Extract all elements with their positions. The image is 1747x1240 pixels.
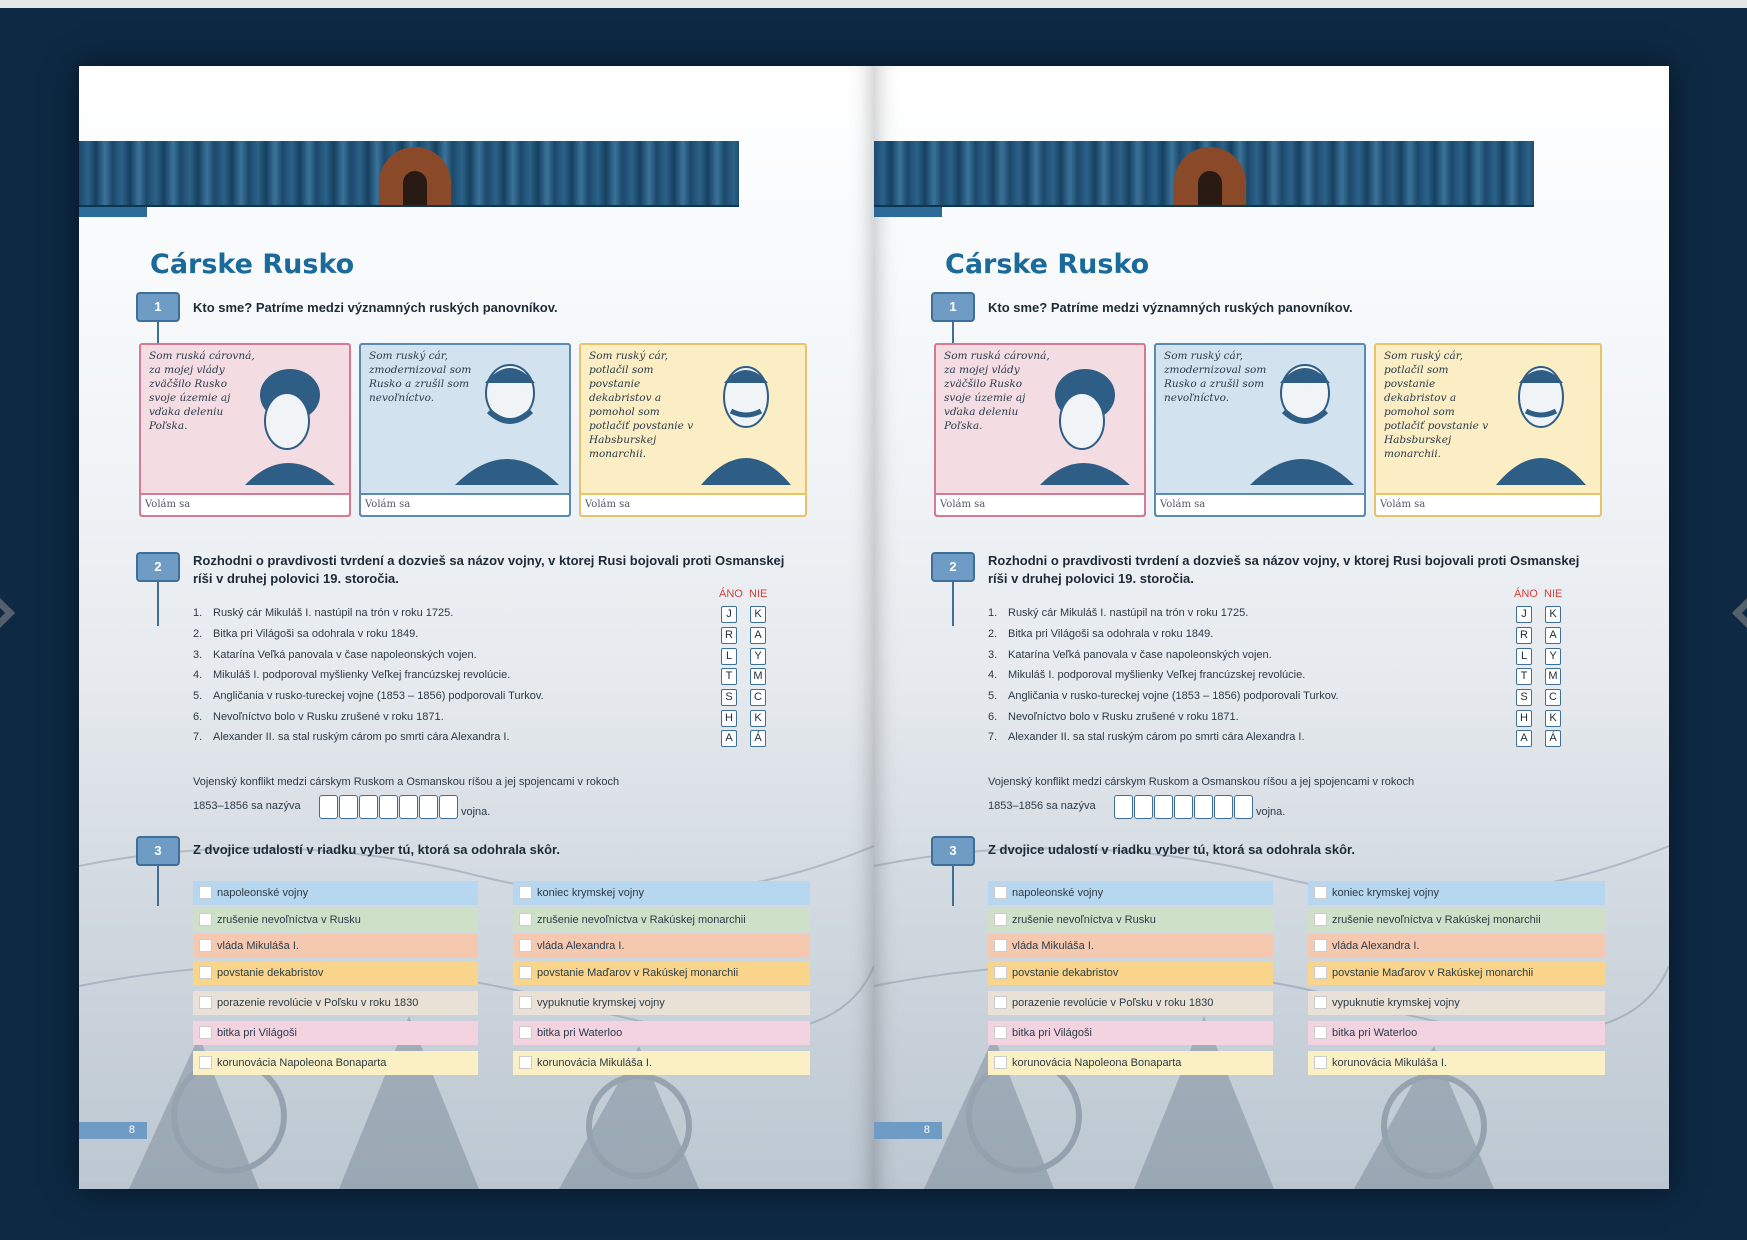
statement-row: 3. Katarína Veľká panovala v čase napoleonských vojen. — [988, 649, 1272, 661]
ruler-card-1 — [139, 343, 351, 517]
checkbox-icon[interactable] — [199, 1026, 212, 1039]
statement-row: 6. Nevoľníctvo bolo v Rusku zrušené v roku 1871. — [193, 711, 444, 723]
question-1-text: Kto sme? Patríme medzi významných ruských panovníkov. — [193, 300, 558, 315]
question-1-text: Kto sme? Patríme medzi významných ruských panovníkov. — [988, 300, 1353, 315]
ano-letter-box[interactable]: L — [1516, 648, 1532, 665]
ruler-portrait-image — [1250, 353, 1354, 485]
name-answer-field[interactable]: Volám sa — [1154, 493, 1366, 517]
book-spread — [79, 66, 1669, 1189]
war-name-letter-boxes[interactable] — [1114, 795, 1254, 819]
ano-letter-box[interactable]: T — [721, 668, 737, 685]
question-1-badge: 1 — [931, 292, 975, 322]
answer-sentence-line-1: Vojenský konflikt medzi cárskym Ruskom a Osmanskou ríšou a jej spojencami v rokoch — [988, 776, 1415, 788]
checkbox-icon[interactable] — [199, 996, 212, 1009]
event-option[interactable]: bitka pri Waterloo — [1308, 1021, 1605, 1045]
checkbox-icon[interactable] — [994, 996, 1007, 1009]
event-option[interactable]: koniec krymskej vojny — [1308, 881, 1605, 905]
ano-letter-box[interactable]: R — [1516, 627, 1532, 644]
checkbox-icon[interactable] — [994, 1026, 1007, 1039]
checkbox-icon[interactable] — [519, 996, 532, 1009]
left-page — [79, 66, 874, 1189]
chevron-left-icon — [0, 589, 15, 637]
checkbox-icon[interactable] — [519, 1026, 532, 1039]
ruler-portrait-image — [1030, 353, 1134, 485]
statement-row: 1. Ruský cár Mikuláš I. nastúpil na trón v roku 1725. — [193, 607, 454, 619]
event-option[interactable]: vláda Alexandra I. — [1308, 934, 1605, 958]
ruler-portrait-image — [455, 353, 559, 485]
question-1-line — [157, 322, 159, 344]
event-option[interactable]: zrušenie nevoľníctva v Rusku — [193, 908, 478, 932]
page-title: Cárske Rusko — [150, 249, 355, 280]
checkbox-icon[interactable] — [994, 1056, 1007, 1069]
question-3-text: Z dvojice udalostí v riadku vyber tú, ktorá sa odohrala skôr. — [988, 842, 1356, 857]
event-option[interactable]: zrušenie nevoľníctva v Rusku — [988, 908, 1273, 932]
previous-page-button[interactable] — [0, 578, 34, 668]
name-answer-field[interactable]: Volám sa — [1374, 493, 1602, 517]
nie-letter-box[interactable]: K — [750, 710, 766, 727]
nie-letter-box[interactable]: Y — [1545, 648, 1561, 665]
checkbox-icon[interactable] — [1314, 1026, 1327, 1039]
checkbox-icon[interactable] — [519, 939, 532, 952]
ano-letter-box[interactable]: A — [1516, 730, 1532, 747]
answer-sentence-line-2: 1853–1856 sa nazýva — [988, 800, 1096, 812]
question-2-text: Rozhodni o pravdivosti tvrdení a dozvieš sa názov vojny, v ktorej Rusi bojovali proti Osmanskej ríši v druhej polovici 19. storočia. — [988, 553, 1580, 586]
ano-header: ÁNO — [719, 588, 743, 600]
name-answer-field[interactable]: Volám sa — [139, 493, 351, 517]
nie-header: NIE — [749, 588, 768, 600]
nie-letter-box[interactable]: Á — [750, 730, 766, 747]
right-page — [874, 66, 1669, 1189]
checkbox-icon[interactable] — [519, 966, 532, 979]
ano-letter-box[interactable]: H — [1516, 710, 1532, 727]
answer-sentence-line-1: Vojenský konflikt medzi cárskym Ruskom a Osmanskou ríšou a jej spojencami v rokoch — [193, 776, 620, 788]
name-answer-field[interactable]: Volám sa — [934, 493, 1146, 517]
event-option[interactable]: porazenie revolúcie v Poľsku v roku 1830 — [193, 991, 478, 1015]
statement-row: 2. Bitka pri Világoši sa odohrala v roku 1849. — [193, 628, 419, 640]
question-2-badge: 2 — [931, 552, 975, 582]
question-2-badge: 2 — [136, 552, 180, 582]
nie-letter-box[interactable]: C — [1545, 689, 1561, 706]
page-title: Cárske Rusko — [945, 249, 1150, 280]
checkbox-icon[interactable] — [1314, 939, 1327, 952]
ruler-card-2 — [1154, 343, 1366, 517]
name-answer-field[interactable]: Volám sa — [359, 493, 571, 517]
question-2-line — [952, 582, 954, 626]
event-option[interactable]: napoleonské vojny — [193, 881, 478, 905]
ano-letter-box[interactable]: A — [721, 730, 737, 747]
question-3-text: Z dvojice udalostí v riadku vyber tú, ktorá sa odohrala skôr. — [193, 842, 561, 857]
ruler-portrait-image — [1486, 353, 1590, 485]
nie-letter-box[interactable]: M — [1545, 668, 1561, 685]
banner-tab — [79, 207, 147, 217]
checkbox-icon[interactable] — [994, 886, 1007, 899]
checkbox-icon[interactable] — [519, 913, 532, 926]
chevron-right-icon — [1732, 589, 1747, 637]
question-3-line — [952, 866, 954, 906]
nie-letter-box[interactable]: Á — [1545, 730, 1561, 747]
statement-row: 2. Bitka pri Világoši sa odohrala v roku 1849. — [988, 628, 1214, 640]
ruler-card-3 — [579, 343, 807, 517]
event-option[interactable]: korunovácia Napoleona Bonaparta — [193, 1051, 478, 1075]
nie-letter-box[interactable]: Y — [750, 648, 766, 665]
event-option[interactable]: korunovácia Mikuláša I. — [1308, 1051, 1605, 1075]
statement-row: 6. Nevoľníctvo bolo v Rusku zrušené v roku 1871. — [988, 711, 1239, 723]
event-option[interactable]: vypuknutie krymskej vojny — [513, 991, 810, 1015]
header-banner-image — [79, 141, 739, 207]
event-option[interactable]: zrušenie nevoľníctva v Rakúskej monarchii — [513, 908, 810, 932]
statement-row: 7. Alexander II. sa stal ruským cárom po smrti cára Alexandra I. — [988, 731, 1305, 743]
event-option[interactable]: vláda Alexandra I. — [513, 934, 810, 958]
ruler-card-1 — [934, 343, 1146, 517]
next-page-button[interactable] — [1713, 578, 1747, 668]
nie-letter-box[interactable]: M — [750, 668, 766, 685]
checkbox-icon[interactable] — [1314, 996, 1327, 1009]
checkbox-icon[interactable] — [994, 966, 1007, 979]
event-option[interactable]: korunovácia Mikuláša I. — [513, 1051, 810, 1075]
checkbox-icon[interactable] — [1314, 1056, 1327, 1069]
page-number: 8 — [79, 1122, 147, 1139]
statement-row: 5. Angličania v rusko-tureckej vojne (1853 – 1856) podporovali Turkov. — [193, 690, 544, 702]
answer-sentence-line-3: vojna. — [461, 806, 491, 818]
war-name-letter-boxes[interactable] — [319, 795, 459, 819]
event-option[interactable]: povstanie Maďarov v Rakúskej monarchii — [1308, 961, 1605, 985]
question-2-text: Rozhodni o pravdivosti tvrdení a dozvieš sa názov vojny, v ktorej Rusi bojovali proti Osmanskej ríši v druhej polovici 19. storočia. — [193, 553, 785, 586]
ano-letter-box[interactable]: J — [721, 606, 737, 623]
event-option[interactable]: bitka pri Világoši — [193, 1021, 478, 1045]
checkbox-icon[interactable] — [1314, 886, 1327, 899]
event-option[interactable]: bitka pri Waterloo — [513, 1021, 810, 1045]
statement-row: 5. Angličania v rusko-tureckej vojne (1853 – 1856) podporovali Turkov. — [988, 690, 1339, 702]
page-number: 8 — [874, 1122, 942, 1139]
statement-row: 1. Ruský cár Mikuláš I. nastúpil na trón v roku 1725. — [988, 607, 1249, 619]
name-answer-field[interactable]: Volám sa — [579, 493, 807, 517]
question-1-line — [952, 322, 954, 344]
event-option[interactable]: bitka pri Világoši — [988, 1021, 1273, 1045]
event-option[interactable]: porazenie revolúcie v Poľsku v roku 1830 — [988, 991, 1273, 1015]
ano-letter-box[interactable]: R — [721, 627, 737, 644]
ruler-card-text: Som ruský cár, potlačil som povstanie dekabristov a pomohol som potlačiť povstanie v Habsburskej monarchii. — [589, 350, 694, 460]
banner-tab — [874, 207, 942, 217]
event-option[interactable]: koniec krymskej vojny — [513, 881, 810, 905]
statement-row: 3. Katarína Veľká panovala v čase napoleonských vojen. — [193, 649, 477, 661]
nie-letter-box[interactable]: K — [1545, 606, 1561, 623]
event-option[interactable]: povstanie dekabristov — [988, 961, 1273, 985]
event-option[interactable]: povstanie Maďarov v Rakúskej monarchii — [513, 961, 810, 985]
ruler-card-text: Som ruský cár, zmodernizoval som Rusko a zrušil som nevoľníctvo. — [1164, 350, 1267, 404]
statement-row: 7. Alexander II. sa stal ruským cárom po smrti cára Alexandra I. — [193, 731, 510, 743]
ano-letter-box[interactable]: L — [721, 648, 737, 665]
checkbox-icon[interactable] — [1314, 966, 1327, 979]
event-option[interactable]: vláda Mikuláša I. — [988, 934, 1273, 958]
ruler-card-2 — [359, 343, 571, 517]
question-3-badge: 3 — [931, 836, 975, 866]
event-option[interactable]: napoleonské vojny — [988, 881, 1273, 905]
question-1-badge: 1 — [136, 292, 180, 322]
nie-letter-box[interactable]: K — [1545, 710, 1561, 727]
checkbox-icon[interactable] — [1314, 913, 1327, 926]
checkbox-icon[interactable] — [199, 966, 212, 979]
checkbox-icon[interactable] — [519, 886, 532, 899]
nie-letter-box[interactable]: K — [750, 606, 766, 623]
checkbox-icon[interactable] — [199, 913, 212, 926]
checkbox-icon[interactable] — [199, 886, 212, 899]
ano-letter-box[interactable]: H — [721, 710, 737, 727]
ruler-portrait-image — [235, 353, 339, 485]
event-option[interactable]: vypuknutie krymskej vojny — [1308, 991, 1605, 1015]
event-option[interactable]: korunovácia Napoleona Bonaparta — [988, 1051, 1273, 1075]
viewer-top-bar — [0, 0, 1747, 8]
event-option[interactable]: zrušenie nevoľníctva v Rakúskej monarchii — [1308, 908, 1605, 932]
question-3-line — [157, 866, 159, 906]
checkbox-icon[interactable] — [519, 1056, 532, 1069]
ruler-card-text: Som ruská cárovná, za mojej vlády zväčšilo Rusko svoje územie aj vďaka deleniu Poľska. — [149, 350, 255, 432]
ruler-card-text: Som ruský cár, potlačil som povstanie dekabristov a pomohol som potlačiť povstanie v Habsburskej monarchii. — [1384, 350, 1489, 460]
ano-letter-box[interactable]: J — [1516, 606, 1532, 623]
ano-header: ÁNO — [1514, 588, 1538, 600]
ruler-card-text: Som ruská cárovná, za mojej vlády zväčšilo Rusko svoje územie aj vďaka deleniu Poľska. — [944, 350, 1050, 432]
ano-letter-box[interactable]: S — [1516, 689, 1532, 706]
question-3-badge: 3 — [136, 836, 180, 866]
ruler-card-3 — [1374, 343, 1602, 517]
answer-sentence-line-2: 1853–1856 sa nazýva — [193, 800, 301, 812]
header-banner-image — [874, 141, 1534, 207]
ano-letter-box[interactable]: S — [721, 689, 737, 706]
ruler-portrait-image — [691, 353, 795, 485]
nie-letter-box[interactable]: A — [1545, 627, 1561, 644]
checkbox-icon[interactable] — [199, 1056, 212, 1069]
statement-row: 4. Mikuláš I. podporoval myšlienky Veľkej francúzskej revolúcie. — [988, 669, 1306, 681]
answer-sentence-line-3: vojna. — [1256, 806, 1286, 818]
statement-row: 4. Mikuláš I. podporoval myšlienky Veľkej francúzskej revolúcie. — [193, 669, 511, 681]
ruler-card-text: Som ruský cár, zmodernizoval som Rusko a zrušil som nevoľníctvo. — [369, 350, 472, 404]
event-option[interactable]: vláda Mikuláša I. — [193, 934, 478, 958]
ano-letter-box[interactable]: T — [1516, 668, 1532, 685]
question-2-line — [157, 582, 159, 626]
nie-header: NIE — [1544, 588, 1563, 600]
nie-letter-box[interactable]: A — [750, 627, 766, 644]
checkbox-icon[interactable] — [994, 939, 1007, 952]
checkbox-icon[interactable] — [199, 939, 212, 952]
event-option[interactable]: povstanie dekabristov — [193, 961, 478, 985]
checkbox-icon[interactable] — [994, 913, 1007, 926]
nie-letter-box[interactable]: C — [750, 689, 766, 706]
